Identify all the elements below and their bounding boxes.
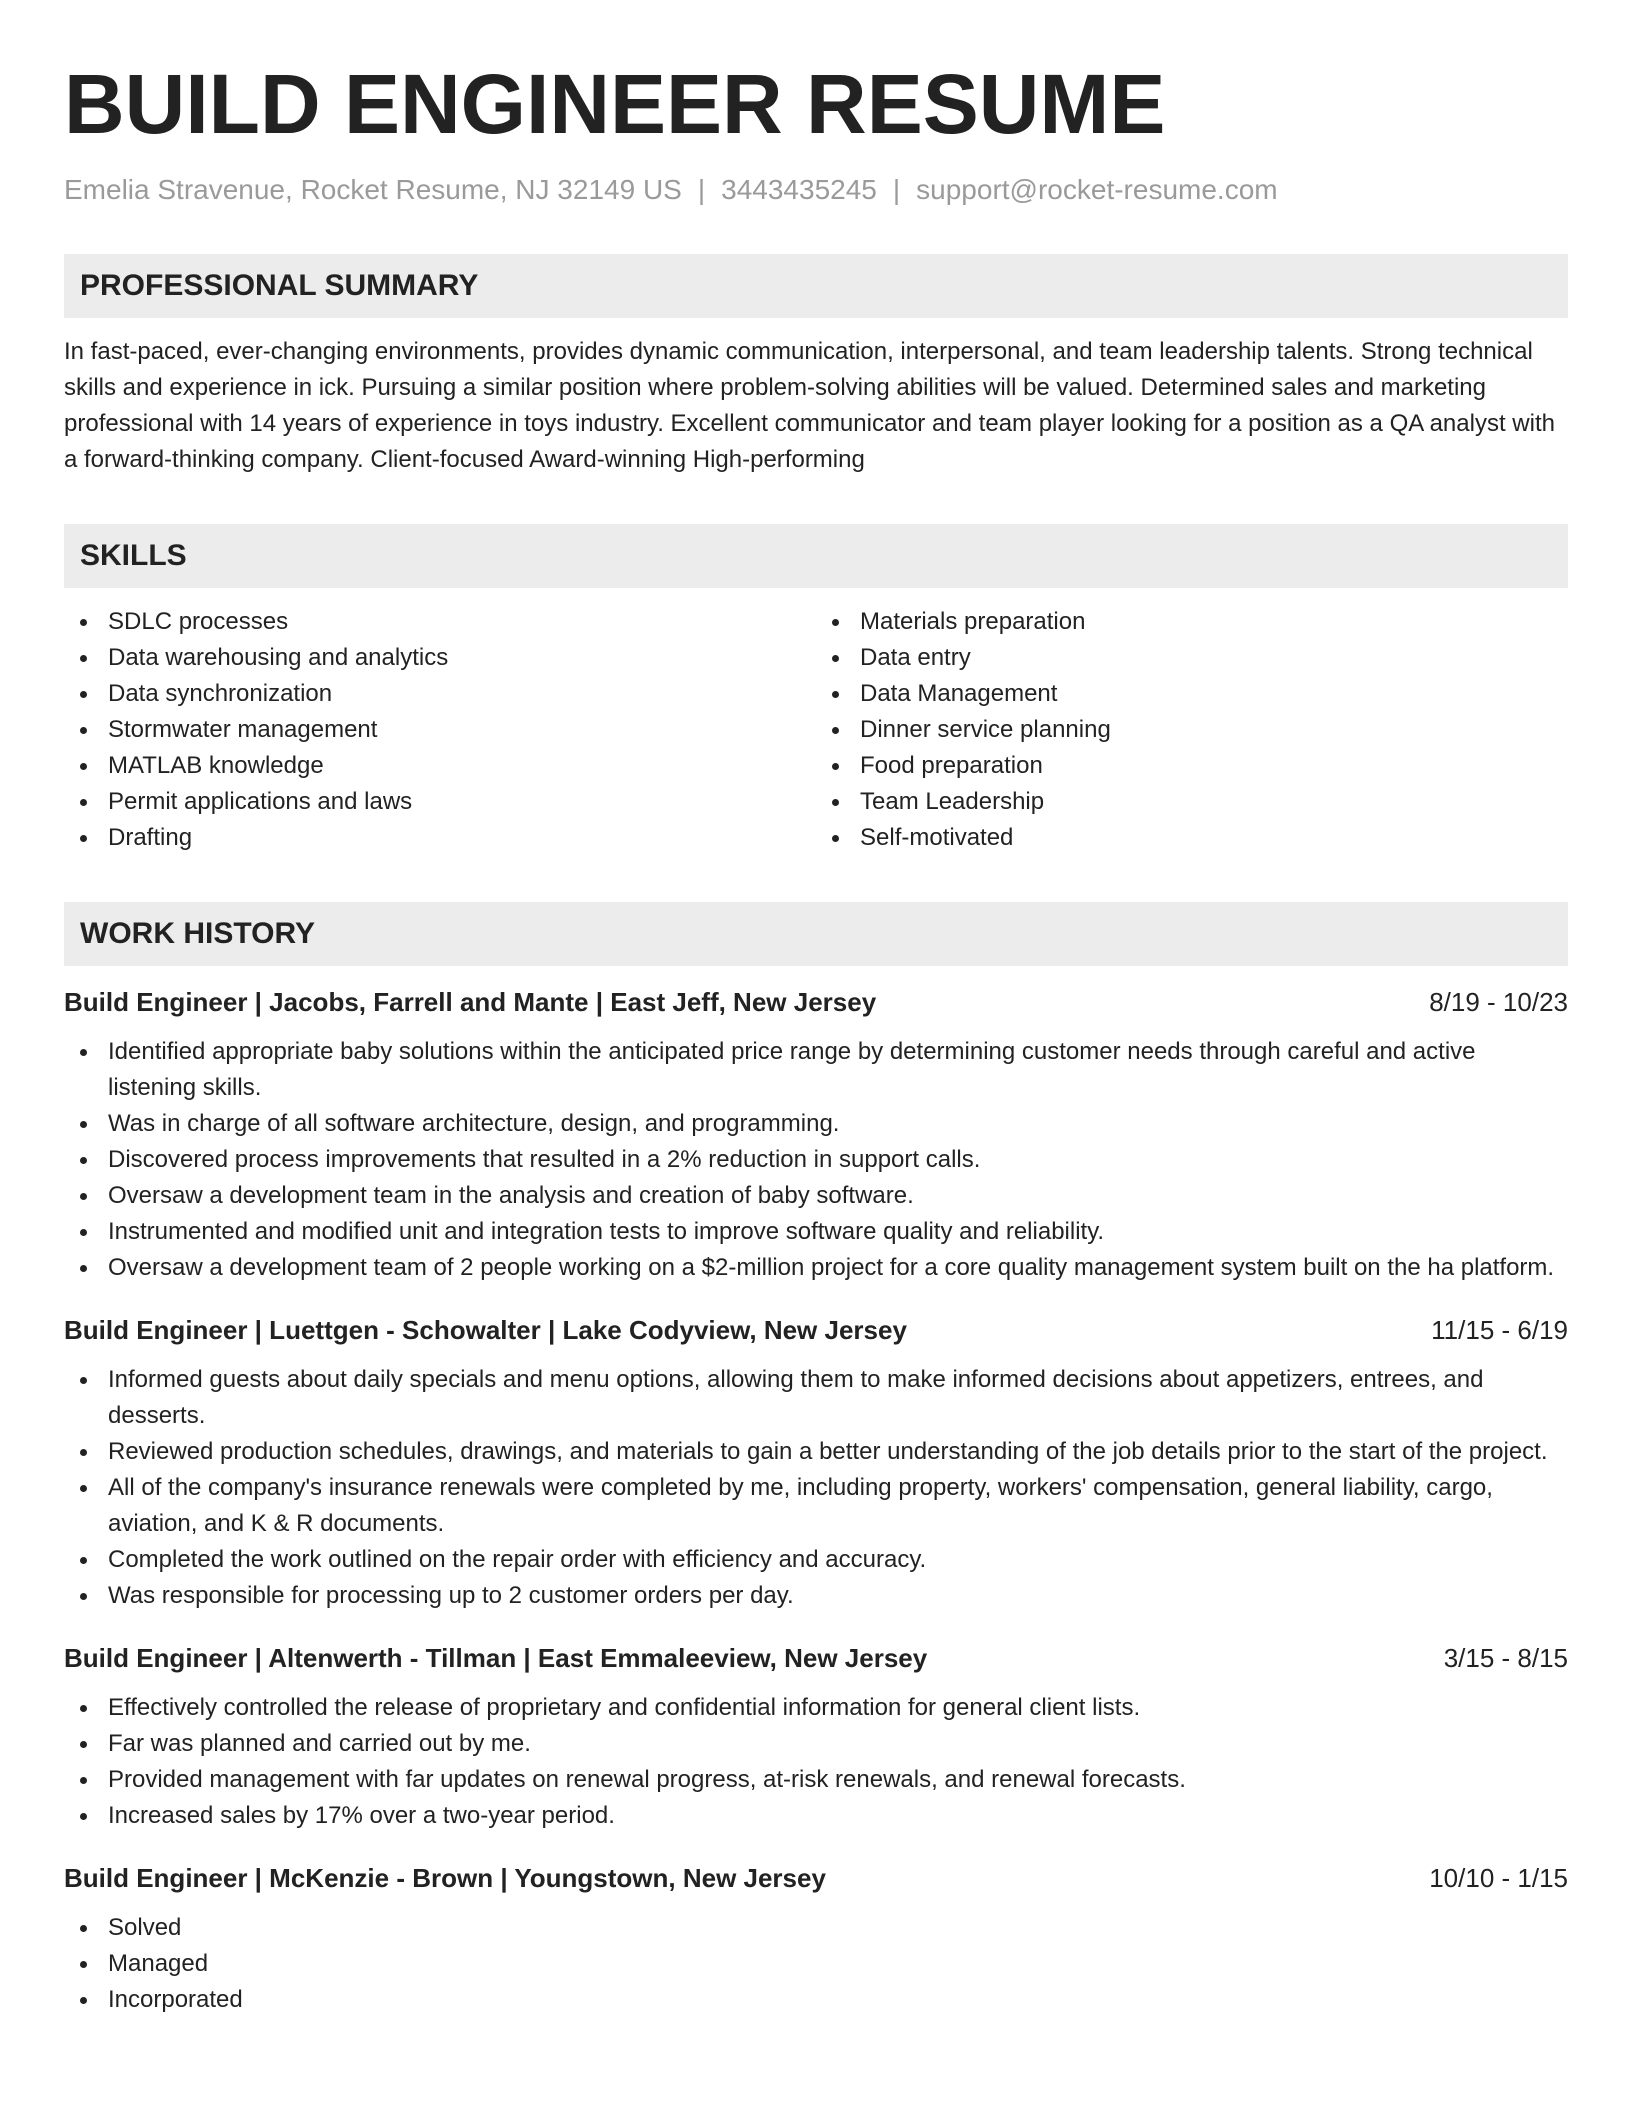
contact-phone: 3443435245 [721,174,877,205]
skill-item: Permit applications and laws [64,784,816,820]
skills-column-right [816,604,1568,856]
job-bullet: Far was planned and carried out by me. [64,1726,1568,1762]
skill-item: Food preparation [816,748,1568,784]
skill-item: Data Management [816,676,1568,712]
skill-item: MATLAB knowledge [64,748,816,784]
summary-text: In fast-paced, ever-changing environments, provides dynamic communication, interpersonal, and team leadership talents. Strong technical skills and experience in ick. Pursuing a similar position where problem-solving abilities will be valued. Determined sales and marketing professional with 14 years of experience in toys industry. Excellent communicator and team player looking for a position as a QA analyst with a forward-thinking company. Client-focused Award-winning High-performing [64,338,1555,473]
skill-item: Data warehousing and analytics [64,640,816,676]
skill-item: Materials preparation [816,604,1568,640]
skill-item: Team Leadership [816,784,1568,820]
job-bullets [64,1362,1568,1614]
job-bullet: Oversaw a development team of 2 people working on a $2-million project for a core quality management system built on the ha platform. [64,1250,1568,1286]
job-dates: 8/19 - 10/23 [1429,987,1568,1017]
job-bullet: Was in charge of all software architecture, design, and programming. [64,1106,1568,1142]
job-entry [64,984,1568,1286]
job-bullet: Discovered process improvements that resulted in a 2% reduction in support calls. [64,1142,1568,1178]
job-bullet: Identified appropriate baby solutions within the anticipated price range by determining customer needs through careful and active listening skills. [64,1034,1568,1106]
job-bullet: Oversaw a development team in the analysis and creation of baby software. [64,1178,1568,1214]
job-bullet: All of the company's insurance renewals were completed by me, including property, workers' compensation, general liability, cargo, aviation, and K & R documents. [64,1470,1568,1542]
skills-column-left [64,604,816,856]
contact-separator: | [697,174,706,205]
job-bullet: Instrumented and modified unit and integration tests to improve software quality and reliability. [64,1214,1568,1250]
work-history-heading: WORK HISTORY [64,902,1568,966]
contact-separator: | [892,174,901,205]
skill-item: Self-motivated [816,820,1568,856]
contact-address: Emelia Stravenue, Rocket Resume, NJ 32149 US [64,174,682,205]
job-bullet: Effectively controlled the release of proprietary and confidential information for general client lists. [64,1690,1568,1726]
job-dates: 10/10 - 1/15 [1429,1863,1568,1893]
job-bullet: Reviewed production schedules, drawings, and materials to gain a better understanding of the job details prior to the start of the project. [64,1434,1568,1470]
job-entry [64,1640,1568,1834]
skills-heading: SKILLS [64,524,1568,588]
skills-list [64,604,1568,856]
job-bullet: Increased sales by 17% over a two-year period. [64,1798,1568,1834]
job-title: Build Engineer | Luettgen - Schowalter | Lake Codyview, New Jersey [64,1315,907,1345]
job-dates: 11/15 - 6/19 [1431,1315,1568,1345]
skill-item: Dinner service planning [816,712,1568,748]
job-header [64,984,1568,1020]
job-bullet: Incorporated [64,1982,1568,2018]
contact-line [64,172,1568,208]
job-header [64,1640,1568,1676]
summary-heading: PROFESSIONAL SUMMARY [64,254,1568,318]
job-title: Build Engineer | Jacobs, Farrell and Mante | East Jeff, New Jersey [64,987,877,1017]
job-bullet: Completed the work outlined on the repair order with efficiency and accuracy. [64,1542,1568,1578]
job-bullet: Solved [64,1910,1568,1946]
resume-title: BUILD ENGINEER RESUME [64,57,1166,151]
job-title: Build Engineer | McKenzie - Brown | Youngstown, New Jersey [64,1863,826,1893]
skill-item: SDLC processes [64,604,816,640]
skill-item: Drafting [64,820,816,856]
skill-item: Data synchronization [64,676,816,712]
job-entry [64,1860,1568,2018]
job-bullets [64,1690,1568,1834]
skill-item: Data entry [816,640,1568,676]
job-dates: 3/15 - 8/15 [1443,1643,1568,1673]
job-title: Build Engineer | Altenwerth - Tillman | East Emmaleeview, New Jersey [64,1643,928,1673]
job-header [64,1312,1568,1348]
job-bullets [64,1034,1568,1286]
job-header [64,1860,1568,1896]
job-bullet: Managed [64,1946,1568,1982]
skill-item: Stormwater management [64,712,816,748]
contact-email: support@rocket-resume.com [916,174,1278,205]
job-bullet: Informed guests about daily specials and menu options, allowing them to make informed decisions about appetizers, entrees, and desserts. [64,1362,1568,1434]
job-entry [64,1312,1568,1614]
job-bullets [64,1910,1568,2018]
job-bullet: Provided management with far updates on renewal progress, at-risk renewals, and renewal forecasts. [64,1762,1568,1798]
job-bullet: Was responsible for processing up to 2 customer orders per day. [64,1578,1568,1614]
